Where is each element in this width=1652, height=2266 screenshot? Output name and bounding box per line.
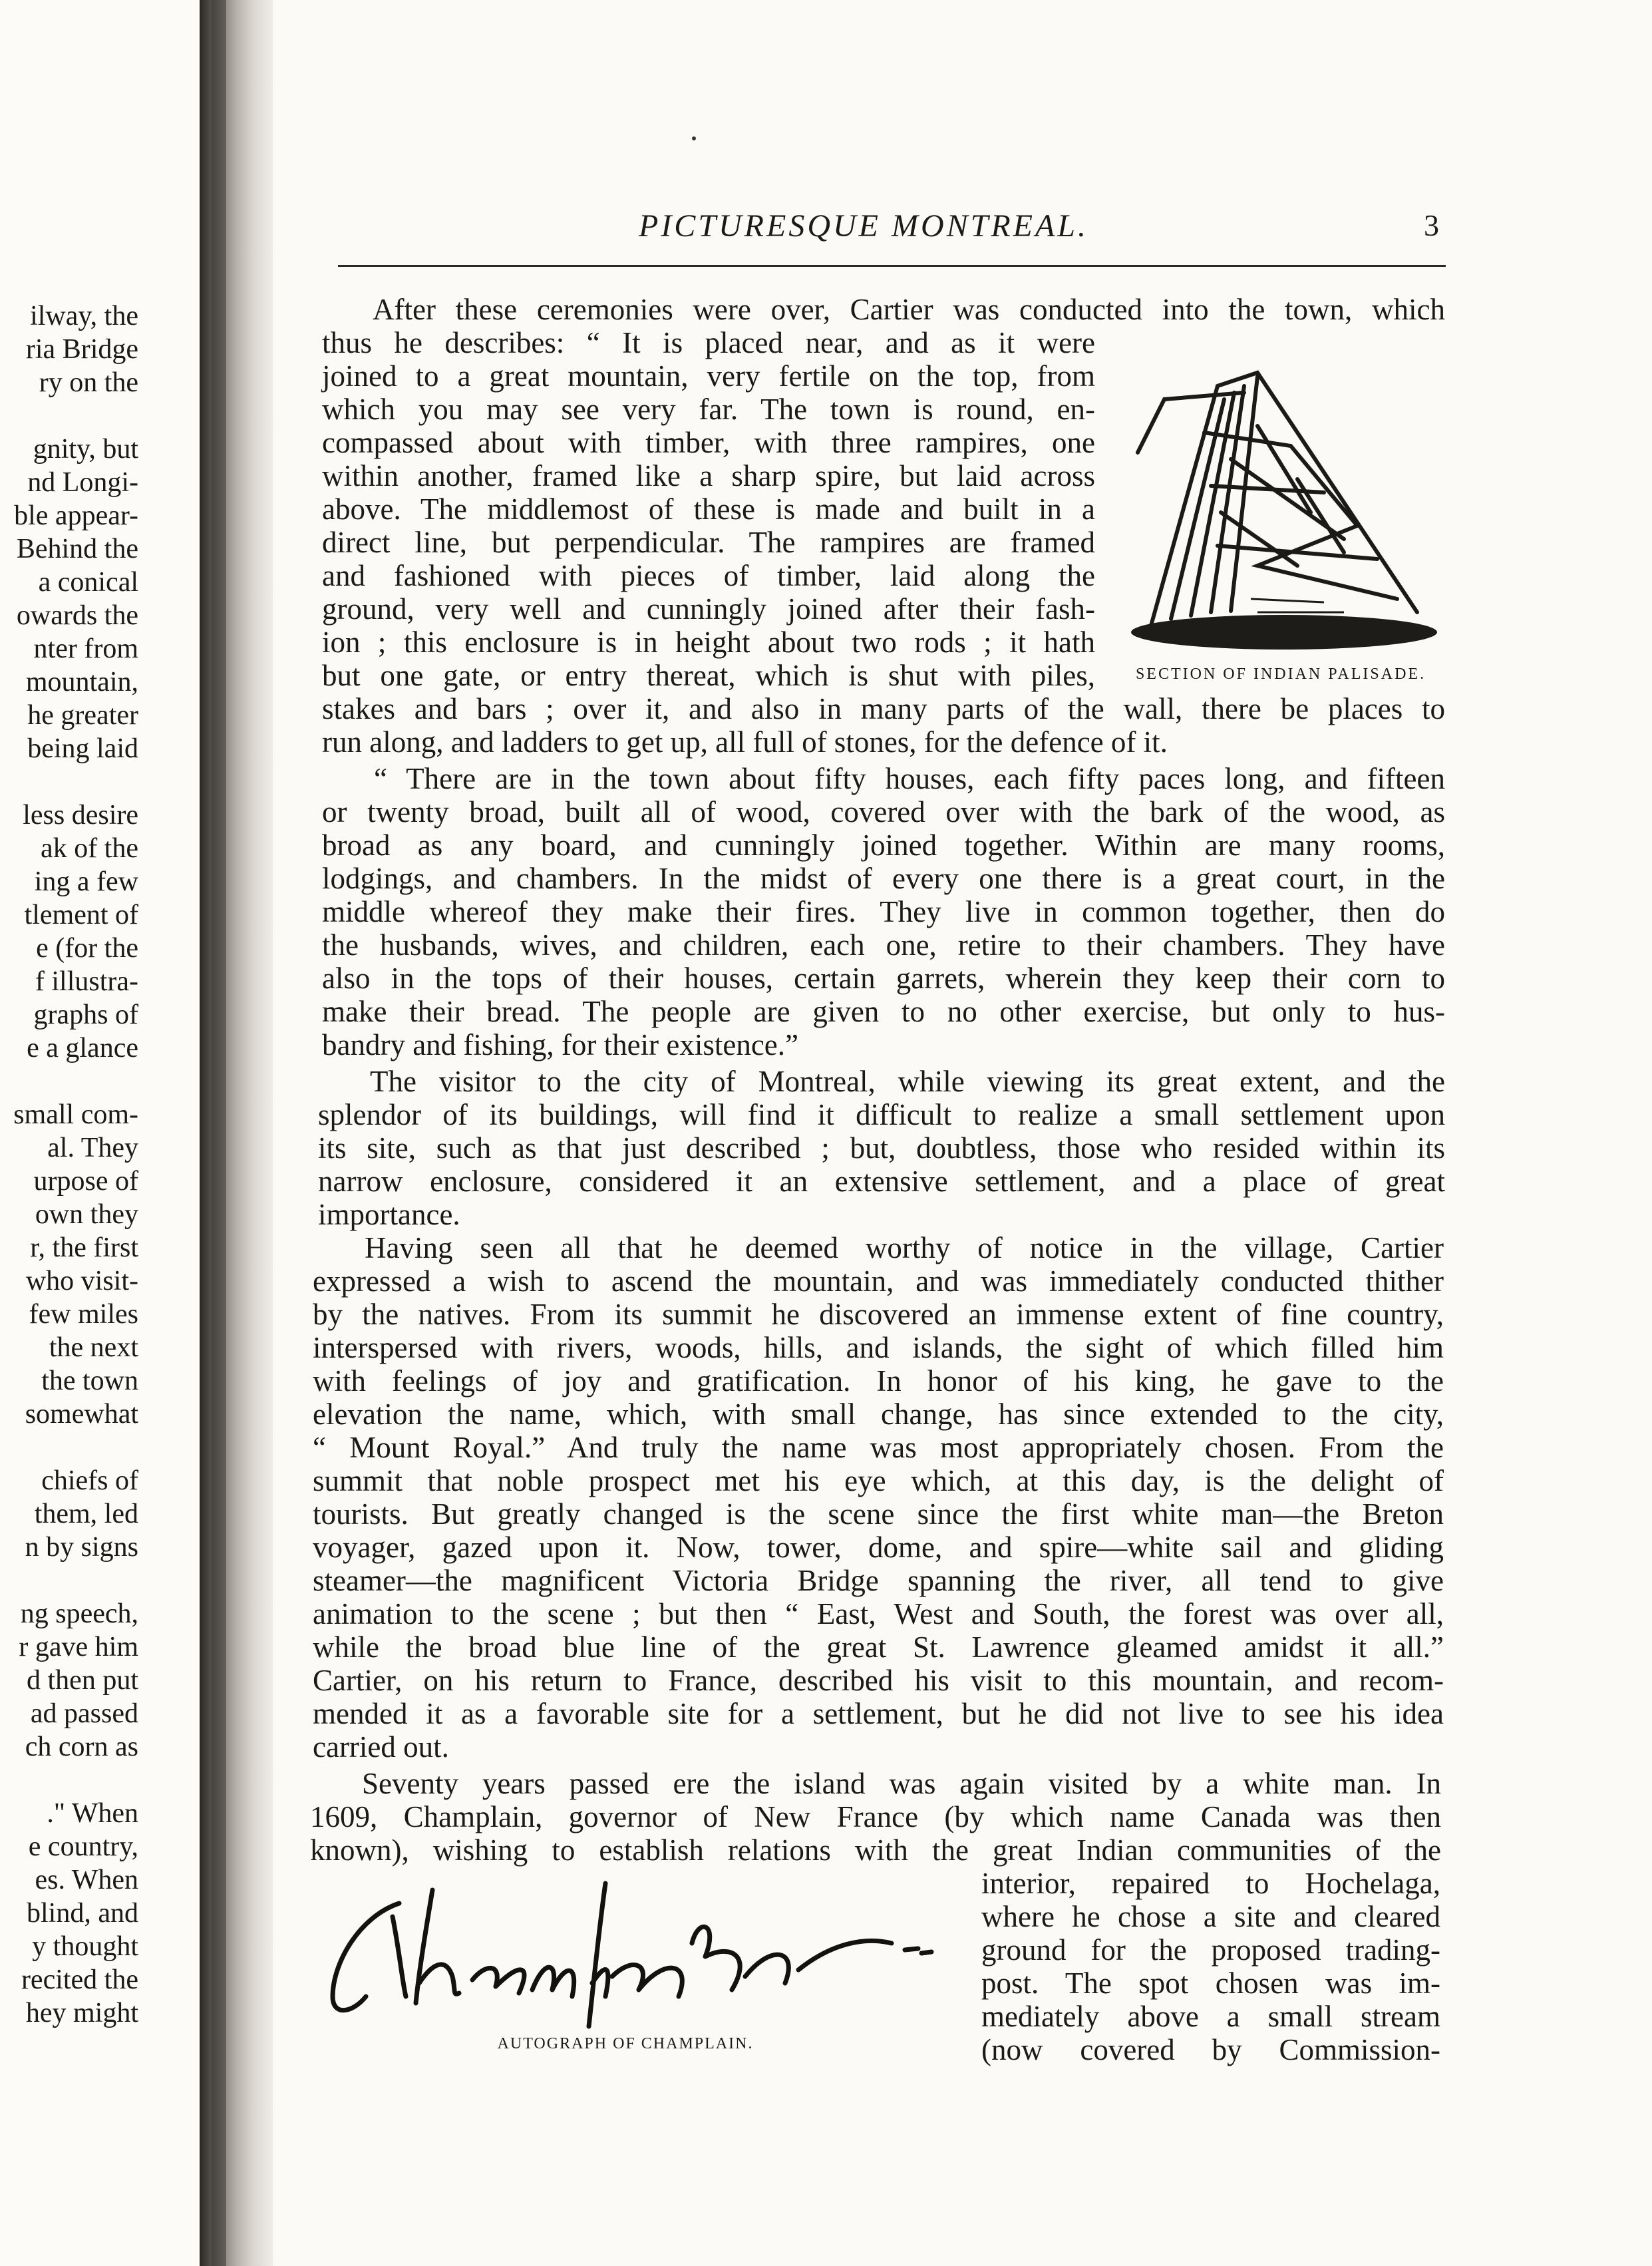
text-line: Having seen all that he deemed worthy of notice in the village, Cartier: [365, 1231, 1444, 1264]
paragraph-5-full: [310, 1767, 1441, 1867]
paragraph-4: [313, 1231, 1444, 1764]
text-line: middle whereof they make their fires. They live in common together, then do: [322, 895, 1445, 928]
text-line: ground, very well and cunningly joined after their fash-: [322, 592, 1095, 626]
paragraph-2: [322, 762, 1445, 1061]
text-line: summit that noble prospect met his eye which, at this day, is the delight of: [313, 1464, 1444, 1497]
left-page-text-fragment: who visit-: [25, 1266, 138, 1296]
text-line: elevation the name, which, with small change, has since extended to the city,: [313, 1398, 1444, 1431]
left-page-text-fragment: the next: [49, 1332, 138, 1363]
gutter-shadow: [212, 0, 226, 2266]
text-line: known), wishing to establish relations with the great Indian communities of the: [310, 1833, 1441, 1867]
left-page-text-fragment: e (for the: [36, 933, 138, 964]
text-line: or twenty broad, built all of wood, covered over with the bark of the wood, as: [322, 795, 1445, 829]
text-line: voyager, gazed upon it. Now, tower, dome, and spire—white sail and gliding: [313, 1531, 1444, 1564]
text-line: importance.: [318, 1198, 460, 1231]
text-line: bandry and fishing, for their existence.”: [322, 1028, 799, 1061]
text-line: direct line, but perpendicular. The rampires are framed: [322, 526, 1095, 559]
left-page-text-fragment: nter from: [33, 634, 138, 664]
book-gutter: [200, 0, 273, 2266]
text-line: its site, such as that just described ; but, doubtless, those who resided within its: [318, 1131, 1445, 1165]
left-page-text-fragment: ble appear-: [14, 500, 138, 531]
text-line: with feelings of joy and gratification. In honor of his king, he gave to the: [313, 1364, 1444, 1398]
left-page-text-fragment: gnity, but: [33, 434, 138, 465]
text-line: which you may see very far. The town is round, en-: [322, 393, 1095, 426]
text-line: within another, framed like a sharp spire, but laid across: [322, 459, 1095, 492]
left-page-text-fragment: chiefs of: [41, 1465, 138, 1496]
text-line: broad as any board, and cunningly joined together. Within are many rooms,: [322, 829, 1445, 862]
text-line: animation to the scene ; but then “ East, West and South, the forest was over all,: [313, 1597, 1444, 1630]
left-page-text-fragment: r gave him: [19, 1632, 138, 1662]
text-line: run along, and ladders to get up, all full of stones, for the defence of it.: [322, 725, 1168, 759]
paragraph-1-tail: [322, 692, 1445, 759]
left-page-text-fragment: es. When: [35, 1865, 138, 1895]
text-line: and fashioned with pieces of timber, laid along the: [322, 559, 1095, 592]
left-page-text-fragment: ch corn as: [25, 1732, 138, 1762]
text-line: make their bread. The people are given to no other exercise, but only to hus-: [322, 995, 1445, 1028]
text-line: ion ; this enclosure is in height about two rods ; it hath: [322, 626, 1095, 659]
text-line: narrow enclosure, considered it an extensive settlement, and a place of great: [318, 1165, 1445, 1198]
left-page-text-fragment: owards the: [16, 600, 138, 631]
text-line: After these ceremonies were over, Cartier was conducted into the town, which: [373, 293, 1445, 326]
palisade-caption: SECTION OF INDIAN PALISADE.: [1135, 665, 1426, 683]
left-page-text-fragment: graphs of: [33, 1000, 138, 1030]
text-line: splendor of its buildings, will find it difficult to realize a small settlement upon: [318, 1098, 1445, 1131]
left-page-text-fragment: e a glance: [27, 1033, 138, 1063]
left-page-text-fragment: Behind the: [16, 534, 138, 564]
left-page-text-fragment: e country,: [28, 1831, 138, 1862]
text-line: steamer—the magnificent Victoria Bridge spanning the river, all tend to give: [313, 1564, 1444, 1597]
left-page-text-fragment: ad passed: [30, 1698, 138, 1729]
left-page-text-fragment: own they: [35, 1199, 138, 1230]
text-line: but one gate, or entry thereat, which is shut with piles,: [322, 659, 1095, 692]
left-page-text-fragment: r, the first: [30, 1232, 138, 1263]
left-page-text-fragment: ilway, the: [30, 301, 138, 331]
text-line: while the broad blue line of the great St. Lawrence gleamed amidst it all.”: [313, 1630, 1444, 1664]
text-line: joined to a great mountain, very fertile on the top, from: [322, 359, 1095, 393]
left-page-text-fragment: being laid: [27, 733, 138, 764]
left-page-text-fragment: ." When: [47, 1798, 138, 1829]
text-line: thus he describes: “ It is placed near, and as it were: [322, 326, 1095, 359]
left-page-text-fragment: the town: [41, 1366, 138, 1396]
left-page-text-fragment: ing a few: [34, 866, 138, 897]
text-line: carried out.: [313, 1730, 449, 1764]
text-line: compassed about with timber, with three rampires, one: [322, 426, 1095, 459]
paragraph-1-wrapped: [322, 326, 1095, 692]
text-line: The visitor to the city of Montreal, while viewing its great extent, and the: [370, 1065, 1445, 1098]
text-line: Seventy years passed ere the island was again visited by a white man. In: [362, 1767, 1441, 1800]
text-line: 1609, Champlain, governor of New France (by which name Canada was then: [310, 1800, 1441, 1833]
text-line: “ Mount Royal.” And truly the name was most appropriately chosen. From the: [313, 1431, 1444, 1464]
left-page-text-fragment: recited the: [21, 1965, 138, 1995]
text-line: by the natives. From its summit he discovered an immense extent of fine country,: [313, 1298, 1444, 1331]
left-page-text-fragment: somewhat: [25, 1399, 138, 1429]
text-line: where he chose a site and cleared: [981, 1900, 1440, 1933]
header-rule: [338, 265, 1446, 267]
left-page-text-fragment: ng speech,: [20, 1599, 138, 1629]
text-line: (now covered by Commission-: [981, 2033, 1440, 2066]
left-page-text-fragment: few miles: [29, 1299, 138, 1330]
left-page-text-fragment: nd Longi-: [27, 467, 138, 498]
text-line: interior, repaired to Hochelaga,: [981, 1867, 1440, 1900]
text-line: above. The middlemost of these is made and built in a: [322, 492, 1095, 526]
champlain-signature: [319, 1863, 945, 2030]
left-page-text-fragment: tlement of: [24, 900, 138, 930]
left-page-text-fragment: urpose of: [33, 1166, 138, 1197]
paragraph-1-first-line: [373, 293, 1445, 326]
text-line: ground for the proposed trading-: [981, 1933, 1440, 1967]
text-line: “ There are in the town about fifty houses, each fifty paces long, and fifteen: [374, 762, 1445, 795]
left-page-text-fragment: blind, and: [27, 1898, 138, 1929]
left-page-text-fragment: small com-: [13, 1099, 138, 1130]
left-page-text-fragment: y thought: [32, 1931, 138, 1962]
text-line: Cartier, on his return to France, described his visit to this mountain, and recom-: [313, 1664, 1444, 1697]
left-page-text-fragment: d then put: [27, 1665, 138, 1696]
indian-palisade-illustration: [1124, 346, 1444, 659]
running-title: PICTURESQUE MONTREAL.: [639, 208, 1088, 244]
left-page-text-fragment: them, led: [34, 1499, 138, 1529]
text-line: tourists. But greatly changed is the scene since the first white man—the Breton: [313, 1497, 1444, 1531]
left-page-text-fragment: hey might: [25, 1998, 138, 2028]
text-line: the husbands, wives, and children, each one, retire to their chambers. They have: [322, 928, 1445, 962]
left-page-text-fragment: less desire: [23, 800, 138, 831]
text-line: interspersed with rivers, woods, hills, and islands, the sight of which filled him: [313, 1331, 1444, 1364]
left-page-text-fragment: n by signs: [25, 1532, 138, 1563]
left-page-text-fragment: he greater: [27, 700, 138, 731]
left-page-text-fragment: ria Bridge: [25, 334, 138, 365]
text-line: mediately above a small stream: [981, 2000, 1440, 2033]
text-line: expressed a wish to ascend the mountain, and was immediately conducted thither: [313, 1264, 1444, 1298]
left-page-text-fragment: ry on the: [39, 367, 138, 398]
signature-caption: AUTOGRAPH OF CHAMPLAIN.: [497, 2035, 754, 2052]
left-page-text-fragment: a conical: [38, 567, 138, 598]
left-page-text-fragment: f illustra-: [35, 966, 138, 997]
text-line: post. The spot chosen was im-: [981, 1967, 1440, 2000]
paragraph-5-wrapped: [981, 1867, 1440, 2066]
text-line: also in the tops of their houses, certain garrets, wherein they keep their corn to: [322, 962, 1445, 995]
page-number: 3: [1424, 208, 1439, 242]
text-line: stakes and bars ; over it, and also in many parts of the wall, there be places to: [322, 692, 1445, 725]
text-line: lodgings, and chambers. In the midst of every one there is a great court, in the: [322, 862, 1445, 895]
left-page-text-fragment: ak of the: [41, 833, 138, 864]
paragraph-3: [318, 1065, 1445, 1231]
left-page-text-fragment: mountain,: [25, 667, 138, 697]
text-line: mended it as a favorable site for a settlement, but he did not live to see his idea: [313, 1697, 1444, 1730]
left-page-text-fragment: al. They: [47, 1133, 138, 1163]
left-page-fragment: [0, 0, 200, 2266]
